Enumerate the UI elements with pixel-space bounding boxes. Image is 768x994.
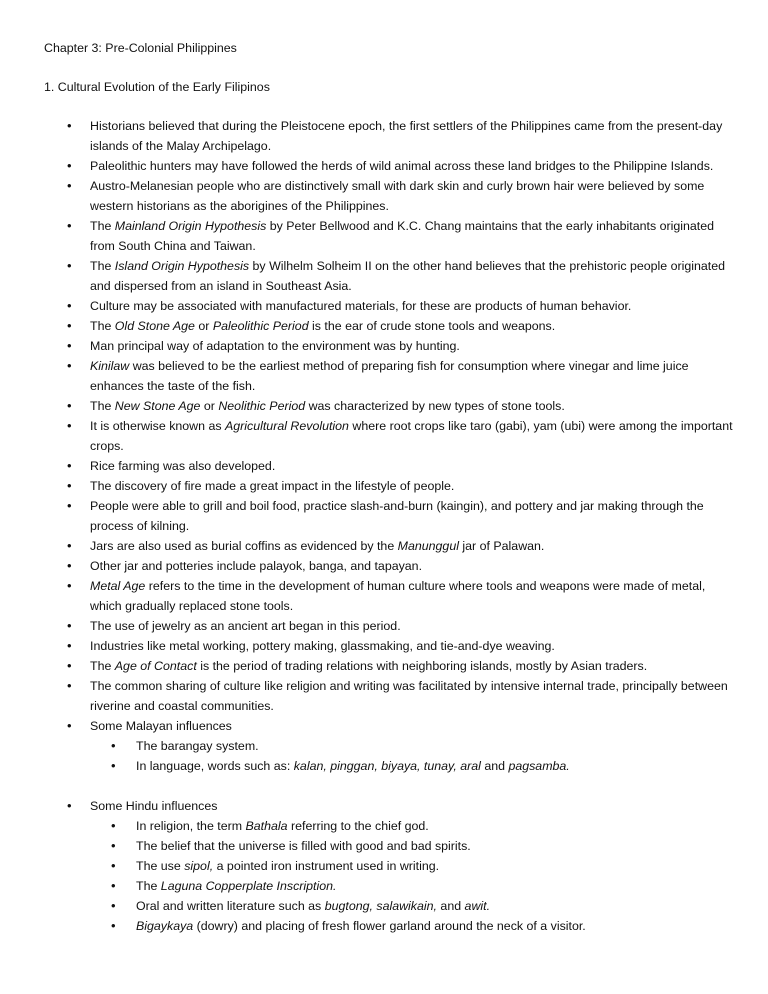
italic-text: sipol, bbox=[184, 859, 214, 873]
text-run: was characterized by new types of stone tools. bbox=[305, 399, 565, 413]
italic-text: bugtong, salawikain, bbox=[324, 899, 437, 913]
text-run: In religion, the term bbox=[136, 819, 246, 833]
italic-text: Island Origin Hypothesis bbox=[114, 259, 250, 273]
text-run: Oral and written literature such as bbox=[136, 899, 325, 913]
text-run: Jars are also used as burial coffins as evidenced by the bbox=[90, 539, 398, 553]
text-run: The use bbox=[136, 859, 185, 873]
document-page bbox=[44, 38, 734, 936]
text-run: a pointed iron instrument used in writing. bbox=[213, 859, 440, 873]
text-run: Culture may be associated with manufactured materials, for these are products of human behavior. bbox=[90, 299, 632, 313]
text-run: Austro-Melanesian people who are distinctively small with dark skin and curly brown hair were believed by some western historians as the aborigines of the Philippines. bbox=[90, 179, 705, 213]
list-item bbox=[44, 496, 734, 536]
list-item bbox=[44, 556, 734, 576]
text-run: was believed to be the earliest method of preparing fish for consumption where vinegar and lime juice enhances the taste of the fish. bbox=[90, 359, 689, 393]
list-item bbox=[44, 536, 734, 556]
text-run: where root crops like taro (gabi), yam (ubi) were among the important crops. bbox=[90, 419, 733, 453]
list-item bbox=[44, 336, 734, 356]
list-item bbox=[44, 476, 734, 496]
text-run: is the period of trading relations with neighboring islands, mostly by Asian traders. bbox=[196, 659, 648, 673]
chapter-title: Chapter 3: Pre-Colonial Philippines bbox=[44, 41, 237, 55]
text-run: or bbox=[194, 319, 213, 333]
list-item bbox=[44, 156, 734, 176]
text-run: The bbox=[90, 399, 115, 413]
italic-text: New Stone Age bbox=[114, 399, 201, 413]
hindu-sublist bbox=[90, 816, 734, 936]
list-item bbox=[44, 396, 734, 416]
italic-text: Paleolithic Period bbox=[212, 319, 309, 333]
text-run: Man principal way of adaptation to the environment was by hunting. bbox=[90, 339, 460, 353]
text-run: by Peter Bellwood and K.C. Chang maintains that the early inhabitants originated from South China and Taiwan. bbox=[90, 219, 715, 253]
text-run: People were able to grill and boil food, practice slash-and-burn (kaingin), and pottery and jar making through the process of kilning. bbox=[90, 499, 704, 533]
list-item bbox=[44, 676, 734, 716]
italic-text: Old Stone Age bbox=[114, 319, 195, 333]
list-item bbox=[44, 356, 734, 396]
sub-list-item bbox=[90, 816, 734, 836]
italic-text: Kinilaw bbox=[90, 359, 130, 373]
list-item bbox=[44, 176, 734, 216]
text-run: Historians believed that during the Pleistocene epoch, the first settlers of the Philippines came from the present-day islands of the Malay Archipelago. bbox=[90, 119, 723, 153]
text-run: It is otherwise known as bbox=[90, 419, 225, 433]
hindu-influences bbox=[44, 796, 734, 936]
text-run: The bbox=[90, 259, 115, 273]
text-run: (dowry) and placing of fresh flower garland around the neck of a visitor. bbox=[193, 919, 586, 933]
text-run: and bbox=[480, 759, 509, 773]
text-run: The use of jewelry as an ancient art began in this period. bbox=[90, 619, 401, 633]
text-run: or bbox=[200, 399, 219, 413]
list-item bbox=[44, 576, 734, 616]
section-title: 1. Cultural Evolution of the Early Filipinos bbox=[44, 80, 270, 94]
text-run: In language, words such as: bbox=[136, 759, 294, 773]
italic-text: Bigaykaya bbox=[136, 919, 194, 933]
text-run: refers to the time in the development of human culture where tools and weapons were made of metal, which gradually replaced stone tools. bbox=[90, 579, 706, 613]
italic-text: pagsamba. bbox=[508, 759, 570, 773]
list-item bbox=[44, 256, 734, 296]
sub-list-item bbox=[90, 876, 734, 896]
list-item bbox=[44, 616, 734, 636]
malayan-influences bbox=[44, 716, 734, 776]
text-run: The bbox=[136, 879, 161, 893]
italic-text: Mainland Origin Hypothesis bbox=[114, 219, 267, 233]
sub-list-item bbox=[90, 736, 734, 756]
text-run: Other jar and potteries include palayok, banga, and tapayan. bbox=[90, 559, 423, 573]
text-run: The common sharing of culture like religion and writing was facilitated by intensive internal trade, principally between riverine and coastal communities. bbox=[90, 679, 728, 713]
text-run: The bbox=[90, 219, 115, 233]
italic-text: awit. bbox=[464, 899, 491, 913]
italic-text: Metal Age bbox=[90, 579, 146, 593]
italic-text: Age of Contact bbox=[114, 659, 197, 673]
bullet-list bbox=[44, 116, 734, 936]
text-run: Industries like metal working, pottery making, glassmaking, and tie-and-dye weaving. bbox=[90, 639, 555, 653]
list-item bbox=[44, 456, 734, 476]
italic-text: Laguna Copperplate Inscription. bbox=[160, 879, 337, 893]
list-item bbox=[44, 316, 734, 336]
italic-text: Agricultural Revolution bbox=[224, 419, 349, 433]
italic-text: Manunggul bbox=[397, 539, 459, 553]
text-run: The bbox=[90, 319, 115, 333]
malayan-sublist bbox=[90, 736, 734, 776]
sub-list-item bbox=[90, 856, 734, 876]
list-item bbox=[44, 216, 734, 256]
text-run: Paleolithic hunters may have followed the herds of wild animal across these land bridges to the Philippine Islands. bbox=[90, 159, 714, 173]
italic-text: Neolithic Period bbox=[218, 399, 306, 413]
sub-list-item bbox=[90, 756, 734, 776]
sub-list-item bbox=[90, 836, 734, 856]
sub-list-item bbox=[90, 916, 734, 936]
list-item bbox=[44, 116, 734, 156]
list-item bbox=[44, 296, 734, 316]
text-run: referring to the chief god. bbox=[287, 819, 429, 833]
sub-list-item bbox=[90, 896, 734, 916]
hindu-heading: Some Hindu influences bbox=[90, 799, 218, 813]
italic-text: Bathala bbox=[245, 819, 288, 833]
list-item bbox=[44, 656, 734, 676]
list-item bbox=[44, 636, 734, 656]
text-run: The bbox=[90, 659, 115, 673]
text-run: and bbox=[436, 899, 465, 913]
text-run: The discovery of fire made a great impact in the lifestyle of people. bbox=[90, 479, 455, 493]
text-run: Rice farming was also developed. bbox=[90, 459, 276, 473]
text-run: by Wilhelm Solheim II on the other hand believes that the prehistoric people originated and dispersed from an island in Southeast Asia. bbox=[90, 259, 726, 293]
text-run: is the ear of crude stone tools and weapons. bbox=[308, 319, 556, 333]
text-run: jar of Palawan. bbox=[458, 539, 545, 553]
text-run: The barangay system. bbox=[136, 739, 259, 753]
text-run: The belief that the universe is filled with good and bad spirits. bbox=[136, 839, 471, 853]
italic-text: kalan, pinggan, biyaya, tunay, aral bbox=[293, 759, 481, 773]
malayan-heading: Some Malayan influences bbox=[90, 719, 232, 733]
list-item bbox=[44, 416, 734, 456]
